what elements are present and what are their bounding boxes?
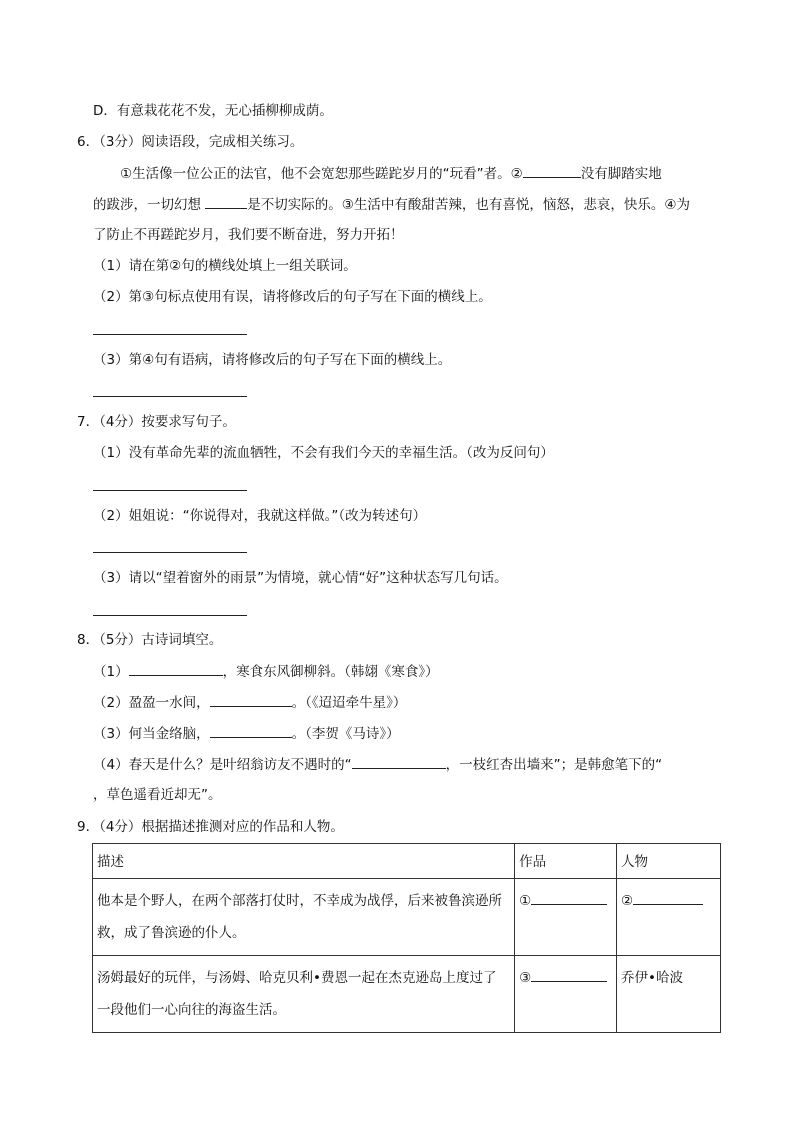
q9-row1-person	[617, 879, 721, 956]
q7-sub3: （3）请以“望着窗外的雨景”为情境，就心情“好”这种状态写几句话。	[93, 570, 508, 586]
q8-blank-4[interactable]	[352, 754, 446, 769]
q8-blank-2[interactable]	[210, 692, 292, 707]
q9-blank-2[interactable]	[633, 890, 703, 905]
q9-header-desc: 描述	[93, 844, 515, 879]
q8-sub2-prefix: （2）盈盈一水间，	[93, 695, 210, 711]
q8-sub1	[93, 661, 439, 682]
q9-row1-work-marker: ①	[519, 893, 532, 909]
q7-sub3-answer-line[interactable]	[93, 615, 247, 616]
q6-sub3-answer-line[interactable]	[93, 396, 247, 397]
q8-sub4-prefix: （4）春天是什么？是叶绍翁访友不遇时的“	[93, 757, 352, 773]
q9-row1-work	[515, 879, 617, 956]
q9-row2-work-marker: ③	[519, 970, 532, 986]
q9-blank-3[interactable]	[531, 967, 607, 982]
q8-sub4-line-2: ，草色遥看近却无”。	[93, 787, 222, 803]
q9-row1-desc-line2: 救，成了鲁滨逊的仆人。	[97, 925, 246, 941]
q6-blank-1[interactable]	[523, 163, 581, 178]
q9-header-work: 作品	[515, 844, 617, 879]
q8-sub2	[93, 692, 406, 713]
q9-row2-desc-line1: 汤姆最好的玩伴，与汤姆、哈克贝利•费恩一起在杰克逊岛上度过了	[97, 970, 497, 986]
q8-sub2-suffix: 。（《迢迢牵牛星》）	[291, 695, 407, 711]
table-row	[93, 956, 721, 1033]
q9-row2-desc-line2: 一段他们一心向往的海盗生活。	[97, 1002, 286, 1018]
q6-passage-1a: ①生活像一位公正的法官，他不会宽恕那些蹉跎岁月的“玩看”者。②	[120, 166, 523, 182]
q6-passage-line-2	[93, 194, 690, 215]
q9-title: 9．（4分）根据描述推测对应的作品和人物。	[77, 819, 344, 835]
q5-option-d: D．有意栽花花不发，无心插柳柳成荫。	[93, 103, 333, 119]
q6-passage-2a: 的跋涉，一切幻想	[93, 197, 201, 213]
q9-row1-desc-line1: 他本是个野人，在两个部落打仗时，不幸成为战俘，后来被鲁滨逊所	[97, 893, 502, 909]
q6-title: 6．（3分）阅读语段，完成相关练习。	[77, 134, 304, 150]
q8-sub4-middle: ，一枝红杏出墙来”；是韩愈笔下的“	[445, 757, 663, 773]
q7-sub1-answer-line[interactable]	[93, 490, 247, 491]
q6-sub3: （3）第④句有语病，请将修改后的句子写在下面的横线上。	[93, 352, 452, 368]
q6-sub2-answer-line[interactable]	[93, 334, 247, 335]
q9-blank-1[interactable]	[531, 890, 607, 905]
q8-sub4-line-1	[93, 754, 662, 775]
q9-row1-desc	[93, 879, 515, 956]
q6-passage-line-1	[120, 163, 662, 184]
table-row	[93, 879, 721, 956]
q8-sub1-suffix: ，寒食东风御柳斜。（韩翃《寒食》）	[222, 664, 439, 680]
q7-sub2: （2）姐姐说：“你说得对，我就这样做。”（改为转述句）	[93, 508, 427, 524]
q8-blank-3[interactable]	[210, 723, 292, 738]
q8-sub3-suffix: 。（李贺《马诗》）	[291, 726, 400, 742]
q7-title: 7．（4分）按要求写句子。	[77, 414, 236, 430]
q8-sub3-prefix: （3）何当金络脑，	[93, 726, 210, 742]
q8-sub1-prefix: （1）	[93, 664, 129, 680]
q9-table	[92, 843, 721, 1033]
q7-sub1: （1）没有革命先辈的流血牺牲，不会有我们今天的幸福生活。（改为反问句）	[93, 445, 554, 461]
q9-row1-person-marker: ②	[621, 893, 634, 909]
q9-header-row	[93, 844, 721, 879]
q9-row2-person: 乔伊•哈波	[617, 956, 721, 1033]
q8-blank-1[interactable]	[129, 661, 223, 676]
q8-sub3	[93, 723, 400, 744]
q6-sub1: （1）请在第②句的横线处填上一组关联词。	[93, 258, 357, 274]
q7-sub2-answer-line[interactable]	[93, 552, 247, 553]
q6-passage-1b: 没有脚踏实地	[580, 166, 662, 182]
q9-row2-work	[515, 956, 617, 1033]
q6-passage-line-3: 了防止不再蹉跎岁月，我们要不断奋进，努力开拓！	[93, 227, 404, 243]
q9-header-person: 人物	[617, 844, 721, 879]
q6-sub2: （2）第③句标点使用有误，请将修改后的句子写在下面的横线上。	[93, 289, 492, 305]
q8-title: 8．（5分）古诗词填空。	[77, 632, 223, 648]
q6-passage-2b: 是不切实际的。③生活中有酸甜苦辣，也有喜悦，恼怒，悲哀，快乐。④为	[247, 197, 691, 213]
q6-blank-2[interactable]	[205, 194, 247, 209]
q9-row2-desc	[93, 956, 515, 1033]
